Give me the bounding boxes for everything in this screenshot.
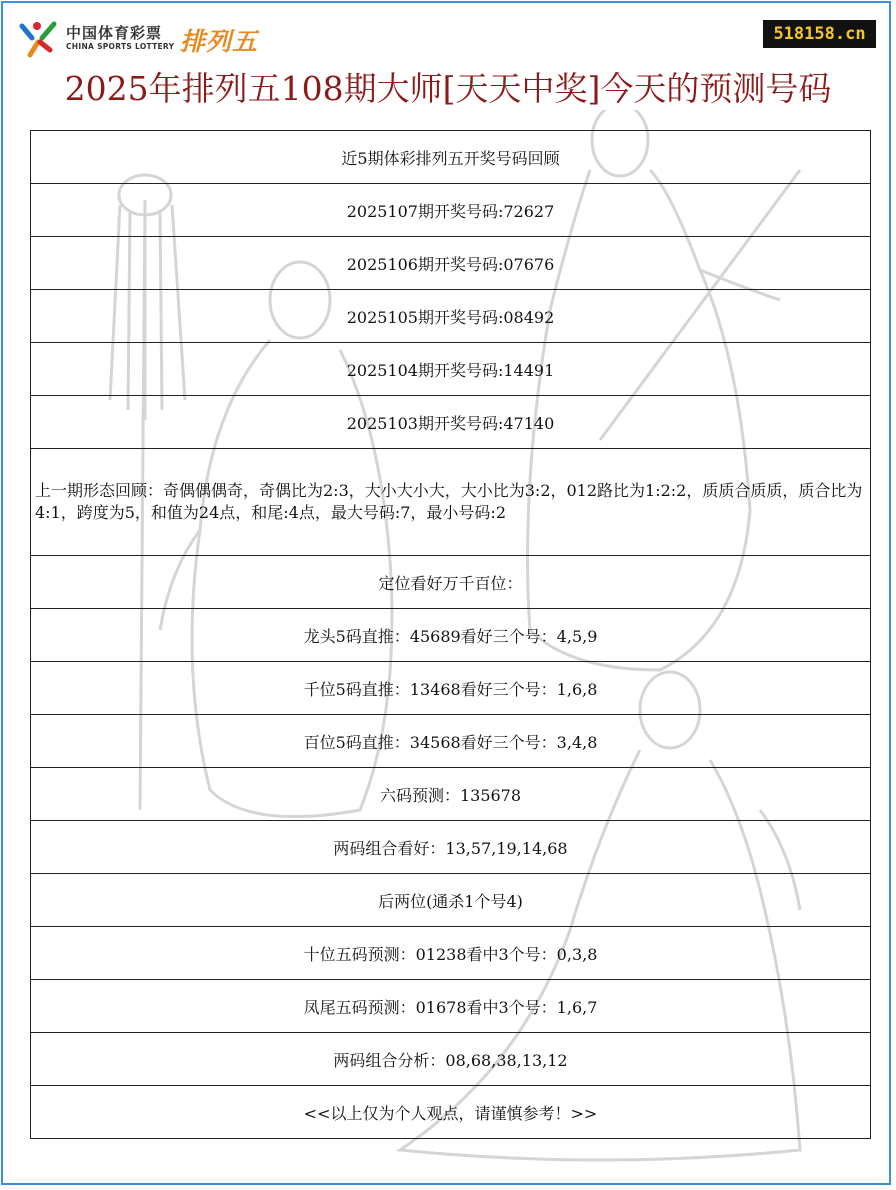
logo-game-name: 排列五 bbox=[180, 27, 259, 56]
table-row bbox=[31, 874, 871, 927]
table-row bbox=[31, 927, 871, 980]
table-cell: 定位看好万千百位： bbox=[31, 556, 871, 609]
table-row bbox=[31, 980, 871, 1033]
logo-english-text: CHINA SPORTS LOTTERY bbox=[66, 42, 175, 51]
table-cell: 2025107期开奖号码:72627 bbox=[31, 184, 871, 237]
header bbox=[0, 0, 896, 70]
table-cell: 十位五码预测：01238看中3个号：0,3,8 bbox=[31, 927, 871, 980]
table-cell: 六码预测：135678 bbox=[31, 768, 871, 821]
table-row bbox=[31, 662, 871, 715]
table-row bbox=[31, 1086, 871, 1139]
table-cell: 2025103期开奖号码:47140 bbox=[31, 396, 871, 449]
table-cell: 百位5码直推：34568看好三个号：3,4,8 bbox=[31, 715, 871, 768]
table-cell-disclaimer: <<以上仅为个人观点，请谨慎参考！>> bbox=[31, 1086, 871, 1139]
table-cell: 2025104期开奖号码:14491 bbox=[31, 343, 871, 396]
prediction-table bbox=[30, 130, 871, 1139]
site-badge[interactable]: 518158.cn bbox=[763, 20, 876, 48]
table-row bbox=[31, 609, 871, 662]
table-cell-heading: 近5期体彩排列五开奖号码回顾 bbox=[31, 131, 871, 184]
table-row bbox=[31, 396, 871, 449]
table-row bbox=[31, 1033, 871, 1086]
table-cell: 两码组合看好：13,57,19,14,68 bbox=[31, 821, 871, 874]
table-row bbox=[31, 556, 871, 609]
table-row bbox=[31, 184, 871, 237]
table-cell-form-review: 上一期形态回顾：奇偶偶偶奇，奇偶比为2:3，大小大小大，大小比为3:2，012路比为1:2:2，质质合质质，质合比为4:1，跨度为5，和值为24点，和尾:4点，最大号码:7，最小号码:2 bbox=[31, 449, 871, 556]
table-cell: 龙头5码直推：45689看好三个号：4,5,9 bbox=[31, 609, 871, 662]
table-cell: 千位5码直推：13468看好三个号：1,6,8 bbox=[31, 662, 871, 715]
table-row bbox=[31, 237, 871, 290]
logo-chinese-text: 中国体育彩票 bbox=[66, 24, 163, 42]
table-row bbox=[31, 290, 871, 343]
table-row bbox=[31, 131, 871, 184]
table-cell: 两码组合分析：08,68,38,13,12 bbox=[31, 1033, 871, 1086]
table-row bbox=[31, 768, 871, 821]
lottery-logo[interactable] bbox=[18, 18, 278, 58]
page-title: 2025年排列五108期大师[天天中奖]今天的预测号码 bbox=[64, 69, 832, 108]
table-row bbox=[31, 449, 871, 556]
table-cell: 2025105期开奖号码:08492 bbox=[31, 290, 871, 343]
lottery-star-logo-icon bbox=[18, 18, 58, 58]
table-cell: 凤尾五码预测：01678看中3个号：1,6,7 bbox=[31, 980, 871, 1033]
table-row bbox=[31, 821, 871, 874]
table-cell: 2025106期开奖号码:07676 bbox=[31, 237, 871, 290]
table-row bbox=[31, 343, 871, 396]
table-cell: 后两位(通杀1个号4) bbox=[31, 874, 871, 927]
table-row bbox=[31, 715, 871, 768]
